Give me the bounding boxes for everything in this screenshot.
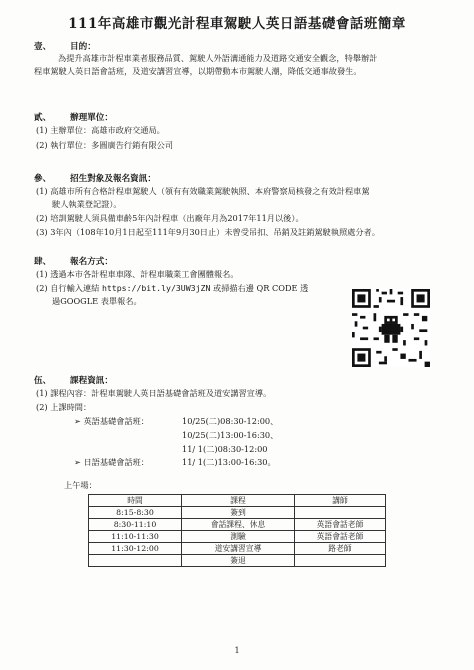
- table-row: [89, 531, 386, 543]
- schedule-caption: 上午場：: [64, 480, 97, 490]
- table-cell: [295, 555, 386, 567]
- section-5-item-2: (2) 上課時間：: [36, 402, 92, 412]
- schedule-header-row: [89, 495, 386, 507]
- section-4-item-1: (1) 透過本市各計程車車隊、計程車職業工會團體報名。: [36, 269, 239, 279]
- section-4-heading: [34, 255, 113, 267]
- section-2-title: 辦理單位：: [70, 113, 113, 123]
- section-5-number: 伍、: [34, 376, 52, 386]
- arrow-bullet-icon: ➢: [74, 457, 81, 467]
- table-cell: 會話課程、休息: [182, 519, 295, 531]
- schedule-table: [88, 494, 386, 567]
- section-1-body-line-1: 為提升高雄市計程車業者服務品質、駕駛人外語溝通能力及道路交通安全觀念，特舉辦計: [58, 53, 378, 63]
- table-cell: 英語會話老師: [295, 531, 386, 543]
- table-row: [89, 555, 386, 567]
- japanese-time-1: 11/ 1(二)13:00-16:30。: [182, 457, 276, 467]
- section-3-item-3: (3) 3年內（108年10月1日起至111年9月30日止）未曾受吊扣、吊銷及註銷駕駛執照處分者。: [36, 227, 380, 237]
- english-time-2: 10/25(二)13:00-16:30、: [182, 430, 279, 440]
- table-cell: [89, 555, 182, 567]
- section-1-heading: [34, 40, 96, 52]
- table-cell: 11:30-12:00: [89, 543, 182, 555]
- section-1-title: 目的：: [70, 42, 96, 52]
- section-3-title: 招生對象及報名資訊：: [70, 174, 156, 184]
- arrow-bullet-icon: ➢: [74, 416, 81, 426]
- section-2-heading: [34, 111, 113, 123]
- english-time-3: 11/ 1(二)08:30-12:00: [182, 444, 268, 454]
- table-cell: 8:30-11:10: [89, 519, 182, 531]
- section-4-item-2-cont: 過GOOGLE 表單報名。: [52, 296, 142, 306]
- section-4-number: 肆、: [34, 257, 52, 267]
- section-4-title: 報名方式：: [70, 257, 113, 267]
- section-5-title: 課程資訊：: [70, 376, 113, 386]
- section-2-number: 貳、: [34, 113, 52, 123]
- section-4-item-2-tail: 或掃描右邊 QR CODE 透: [213, 283, 309, 293]
- english-time-1: 10/25(二)08:30-12:00、: [182, 416, 279, 426]
- english-class-label: 英語基礎會話班：: [83, 416, 149, 426]
- section-4-item-2: [36, 282, 308, 295]
- registration-link[interactable]: https://bit.ly/3UW3jZN: [101, 283, 211, 293]
- table-cell: 8:15-8:30: [89, 507, 182, 519]
- japanese-class-label: 日語基礎會話班：: [83, 457, 149, 467]
- section-3-item-2: (2) 培訓駕駛人須具備車齡5年內計程車（出廠年月為2017年11月以後）。: [36, 213, 304, 223]
- schedule-header-course: 課程: [182, 495, 295, 507]
- table-cell: 英語會話老師: [295, 519, 386, 531]
- qr-code-icon[interactable]: [352, 289, 430, 367]
- table-row: [89, 543, 386, 555]
- section-3-item-1: (1) 高雄市所有合格計程車駕駛人（領有有效職業駕駛執照、本府警察局核發之有效計程車駕: [36, 186, 370, 196]
- section-3-item-1-cont: 駛人執業登記證）。: [52, 199, 122, 209]
- section-4-item-2-text: (2) 自行輸入連結: [36, 283, 100, 293]
- section-5-heading: [34, 374, 113, 386]
- page-number: 1: [234, 646, 240, 655]
- english-class-row: [74, 415, 149, 428]
- section-2-item-1: (1) 主辦單位：高雄市政府交通局。: [36, 125, 165, 135]
- section-3-number: 參、: [34, 174, 52, 184]
- schedule-header-teacher: 講師: [295, 495, 386, 507]
- section-2-item-2: (2) 執行單位：多圓廣告行銷有限公司: [36, 140, 174, 150]
- section-5-item-1: (1) 課程內容：計程車駕駛人英日語基礎會話班及道安講習宣導。: [36, 388, 272, 398]
- section-1-body-line-2: 程車駕駛人英日語會話班，及道安講習宣導，以期帶動本市駕駛人潮，降低交通事故發生。: [34, 66, 362, 76]
- table-cell: 簽到: [182, 507, 295, 519]
- schedule-header-time: 時間: [89, 495, 182, 507]
- section-1-number: 壹、: [34, 42, 52, 52]
- table-cell: 道安講習宣導: [182, 543, 295, 555]
- table-row: [89, 519, 386, 531]
- table-row: [89, 507, 386, 519]
- table-cell: [295, 507, 386, 519]
- table-cell: 簽退: [182, 555, 295, 567]
- page-title: 111年高雄市觀光計程車駕駛人英日語基礎會話班簡章: [68, 16, 406, 32]
- table-cell: 路老師: [295, 543, 386, 555]
- japanese-class-row: [74, 456, 149, 469]
- table-cell: 測驗: [182, 531, 295, 543]
- section-3-heading: [34, 172, 156, 184]
- table-cell: 11:10-11:30: [89, 531, 182, 543]
